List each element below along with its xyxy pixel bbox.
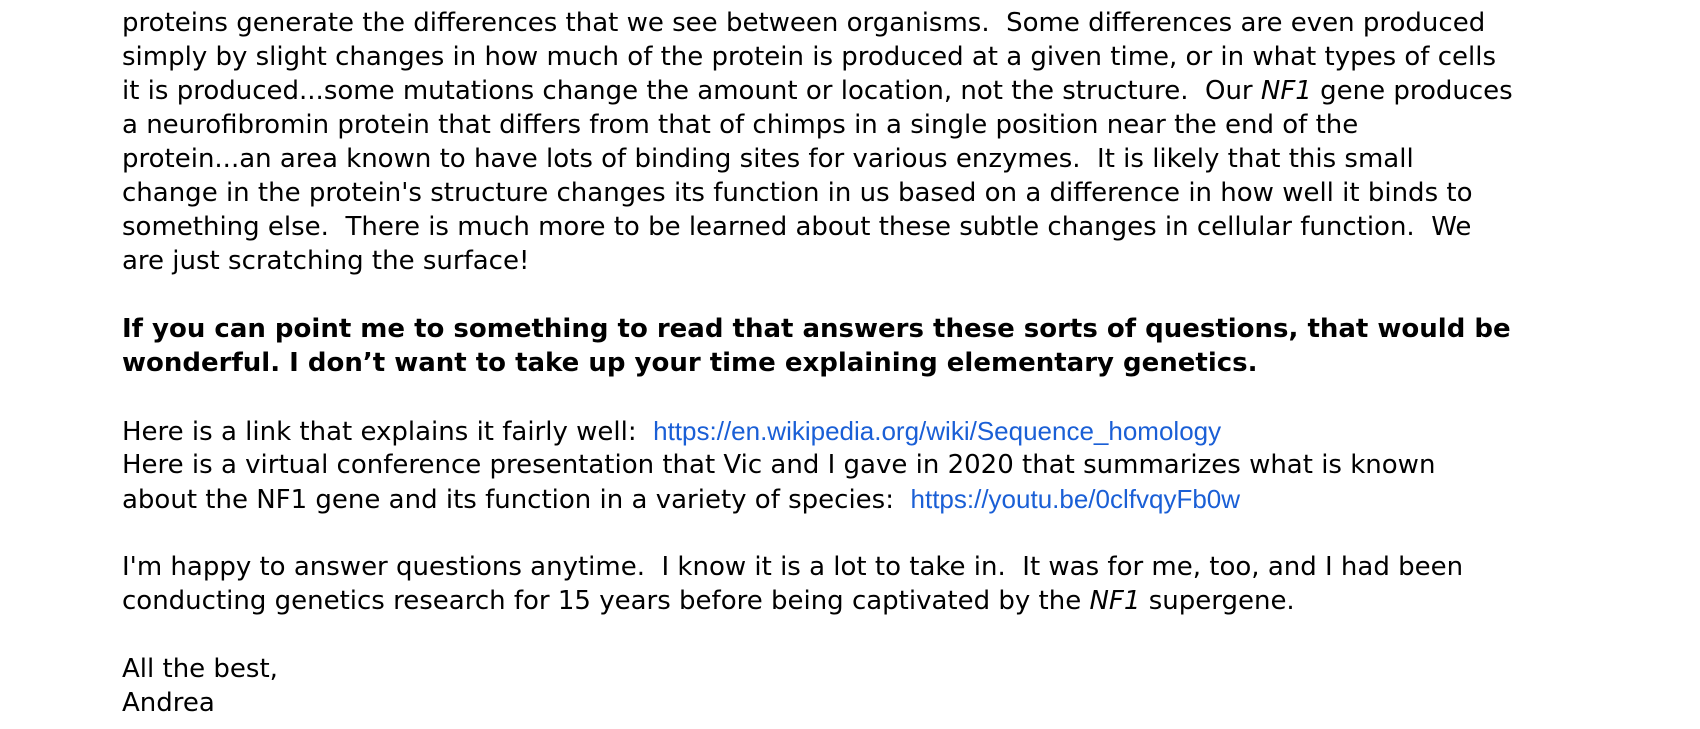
signoff — [122, 652, 1642, 720]
paragraph-spacer — [122, 618, 1642, 652]
text-span: about the NF1 gene and its function in a variety of species: — [122, 485, 911, 515]
signature-name: Andrea — [122, 688, 215, 718]
text-span: gene produces — [1311, 76, 1513, 106]
text-line — [122, 584, 1642, 618]
text-line: If you can point me to something to read that answers these sorts of questions, that would be — [122, 314, 1511, 344]
paragraph-protein-differences — [122, 6, 1642, 278]
text-span: Here is a link that explains it fairly well: — [122, 417, 654, 447]
text-span: supergene. — [1140, 586, 1295, 616]
email-body — [122, 6, 1642, 720]
text-line — [122, 74, 1642, 108]
paragraph-closing — [122, 550, 1642, 618]
text-line: change in the protein's structure changes its function in us based on a difference in how well it binds to — [122, 178, 1473, 208]
paragraph-links — [122, 414, 1642, 516]
text-span: conducting genetics research for 15 years before being captivated by the — [122, 586, 1090, 616]
gene-name-nf1: NF1 — [1260, 76, 1312, 106]
text-span: it is produced...some mutations change the amount or location, not the structure. Our — [122, 76, 1261, 106]
paragraph-spacer — [122, 380, 1642, 414]
text-line: proteins generate the differences that we see between organisms. Some differences are even produced — [122, 8, 1486, 38]
salutation: All the best, — [122, 654, 278, 684]
text-line: simply by slight changes in how much of the protein is produced at a given time, or in what types of cells — [122, 42, 1497, 72]
text-line: are just scratching the surface! — [122, 246, 530, 276]
text-line: something else. There is much more to be learned about these subtle changes in cellular function. We — [122, 212, 1472, 242]
text-line — [122, 414, 1642, 448]
text-line: Here is a virtual conference presentation that Vic and I gave in 2020 that summarizes what is known — [122, 450, 1436, 480]
gene-name-nf1: NF1 — [1089, 586, 1141, 616]
text-line: protein...an area known to have lots of binding sites for various enzymes. It is likely that this small — [122, 144, 1414, 174]
youtube-presentation-link[interactable]: https://youtu.be/0clfvqyFb0w — [910, 484, 1241, 514]
paragraph-spacer — [122, 516, 1642, 550]
text-line: a neurofibromin protein that differs from that of chimps in a single position near the end of the — [122, 110, 1359, 140]
text-line: wonderful. I don’t want to take up your time explaining elementary genetics. — [122, 348, 1258, 378]
quoted-question — [122, 312, 1642, 380]
text-line — [122, 482, 1642, 516]
paragraph-spacer — [122, 278, 1642, 312]
sequence-homology-link[interactable]: https://en.wikipedia.org/wiki/Sequence_homology — [653, 416, 1222, 446]
text-line: I'm happy to answer questions anytime. I know it is a lot to take in. It was for me, too, and I had been — [122, 552, 1464, 582]
